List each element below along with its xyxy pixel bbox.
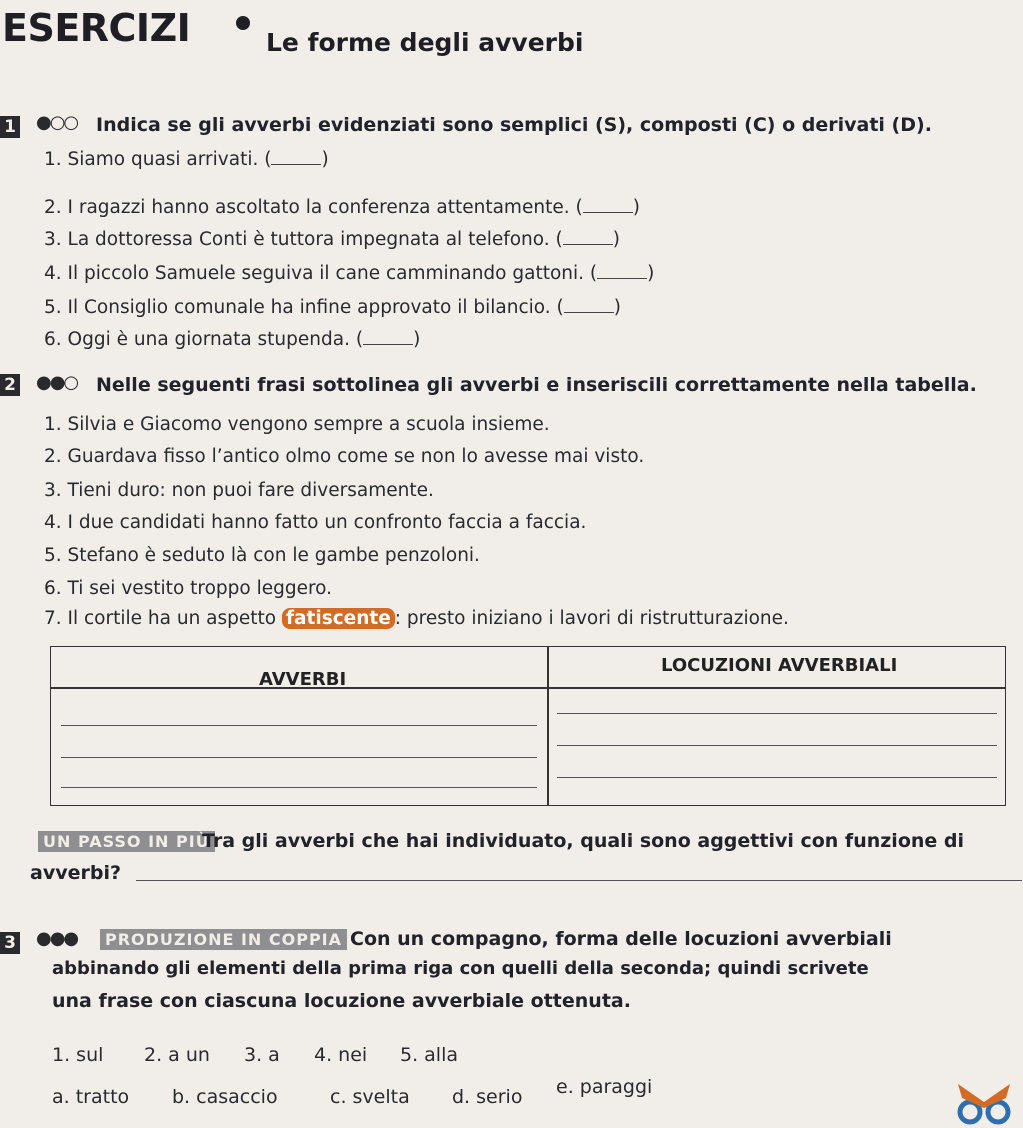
exercise-3-instruction-cont: una frase con ciascuna locuzione avverbiale ottenuta.: [52, 990, 631, 1012]
answer-blank[interactable]: [564, 296, 614, 313]
answer-table: [50, 646, 1006, 806]
answer-blank[interactable]: [271, 148, 321, 165]
answer-blank[interactable]: [583, 196, 633, 213]
list-item: 4. I due candidati hanno fatto un confronto faccia a faccia.: [44, 512, 587, 533]
answer-blank[interactable]: [563, 228, 613, 245]
write-line[interactable]: [557, 777, 997, 778]
list-item: 5. Il Consiglio comunale ha infine approvato il bilancio. ( ): [44, 297, 621, 318]
difficulty-icon: ●○○: [36, 112, 78, 133]
page-title: Le forme degli avverbi: [266, 28, 584, 57]
write-line[interactable]: [136, 880, 1022, 881]
list-item: 2. I ragazzi hanno ascoltato la conferenza attentamente. ( ): [44, 197, 640, 218]
word-item: d. serio: [452, 1086, 523, 1108]
bullet-dot-icon: [236, 16, 250, 30]
write-line[interactable]: [61, 787, 537, 788]
write-line[interactable]: [557, 745, 997, 746]
list-item: 7. Il cortile ha un aspetto fatiscente : presto iniziano i lavori di ristrutturazione.: [44, 608, 789, 629]
list-item: 2. Guardava fisso l’antico olmo come se non lo avesse mai visto.: [44, 446, 645, 467]
exercise-number-3: 3: [0, 932, 20, 954]
word-item: 4. nei: [314, 1044, 368, 1066]
exercise-3-instruction: Con un compagno, forma delle locuzioni avverbiali: [350, 928, 892, 950]
extra-question-end: avverbi?: [30, 862, 121, 884]
exercise-1-instruction: Indica se gli avverbi evidenziati sono semplici (S), composti (C) o derivati (D).: [96, 114, 932, 136]
word-item: c. svelta: [330, 1086, 410, 1108]
word-item: 3. a: [244, 1044, 280, 1066]
word-item: 2. a un: [144, 1044, 210, 1066]
list-item: 3. La dottoressa Conti è tuttora impegnata al telefono. ( ): [44, 229, 620, 250]
answer-blank[interactable]: [363, 328, 413, 345]
list-item: 3. Tieni duro: non puoi fare diversamente.: [44, 480, 434, 501]
list-item: 4. Il piccolo Samuele seguiva il cane camminando gattoni. ( ): [44, 263, 655, 284]
exercise-3-instruction-cont: abbinando gli elementi della prima riga con quelli della seconda; quindi scrivete: [52, 958, 869, 979]
exercise-2-instruction: Nelle seguenti frasi sottolinea gli avverbi e inseriscili correttamente nella tabella.: [96, 374, 977, 396]
pair-work-icon: [950, 1078, 1020, 1126]
word-item: 5. alla: [400, 1044, 459, 1066]
difficulty-icon: ●●○: [36, 372, 78, 393]
list-item: 1. Silvia e Giacomo vengono sempre a scuola insieme.: [44, 414, 550, 435]
write-line[interactable]: [61, 725, 537, 726]
extra-question: Tra gli avverbi che hai individuato, quali sono aggettivi con funzione di: [202, 830, 965, 852]
exercise-number-1: 1: [0, 116, 20, 138]
write-line[interactable]: [61, 757, 537, 758]
word-item: a. tratto: [52, 1086, 130, 1108]
word-item: b. casaccio: [172, 1086, 278, 1108]
write-line[interactable]: [557, 713, 997, 714]
exercise-number-2: 2: [0, 374, 20, 396]
list-item: 6. Oggi è una giornata stupenda. ( ): [44, 329, 421, 350]
highlighted-word: fatiscente: [282, 608, 395, 629]
answer-blank[interactable]: [597, 262, 647, 279]
column-header-avverbi: AVVERBI: [259, 669, 347, 690]
list-item: 6. Ti sei vestito troppo leggero.: [44, 578, 333, 599]
difficulty-icon: ●●●: [36, 928, 78, 949]
extra-badge: UN PASSO IN PIÙ: [38, 832, 215, 851]
column-header-locuzioni: LOCUZIONI AVVERBIALI: [661, 655, 898, 676]
list-item: 5. Stefano è seduto là con le gambe penzoloni.: [44, 545, 480, 566]
word-item: e. paraggi: [556, 1076, 653, 1098]
exercise-3-badge: PRODUZIONE IN COPPIA: [100, 930, 347, 949]
word-item: 1. sul: [52, 1044, 104, 1066]
list-item: 1. Siamo quasi arrivati. ( ): [44, 149, 329, 170]
section-label: ESERCIZI: [2, 6, 191, 50]
